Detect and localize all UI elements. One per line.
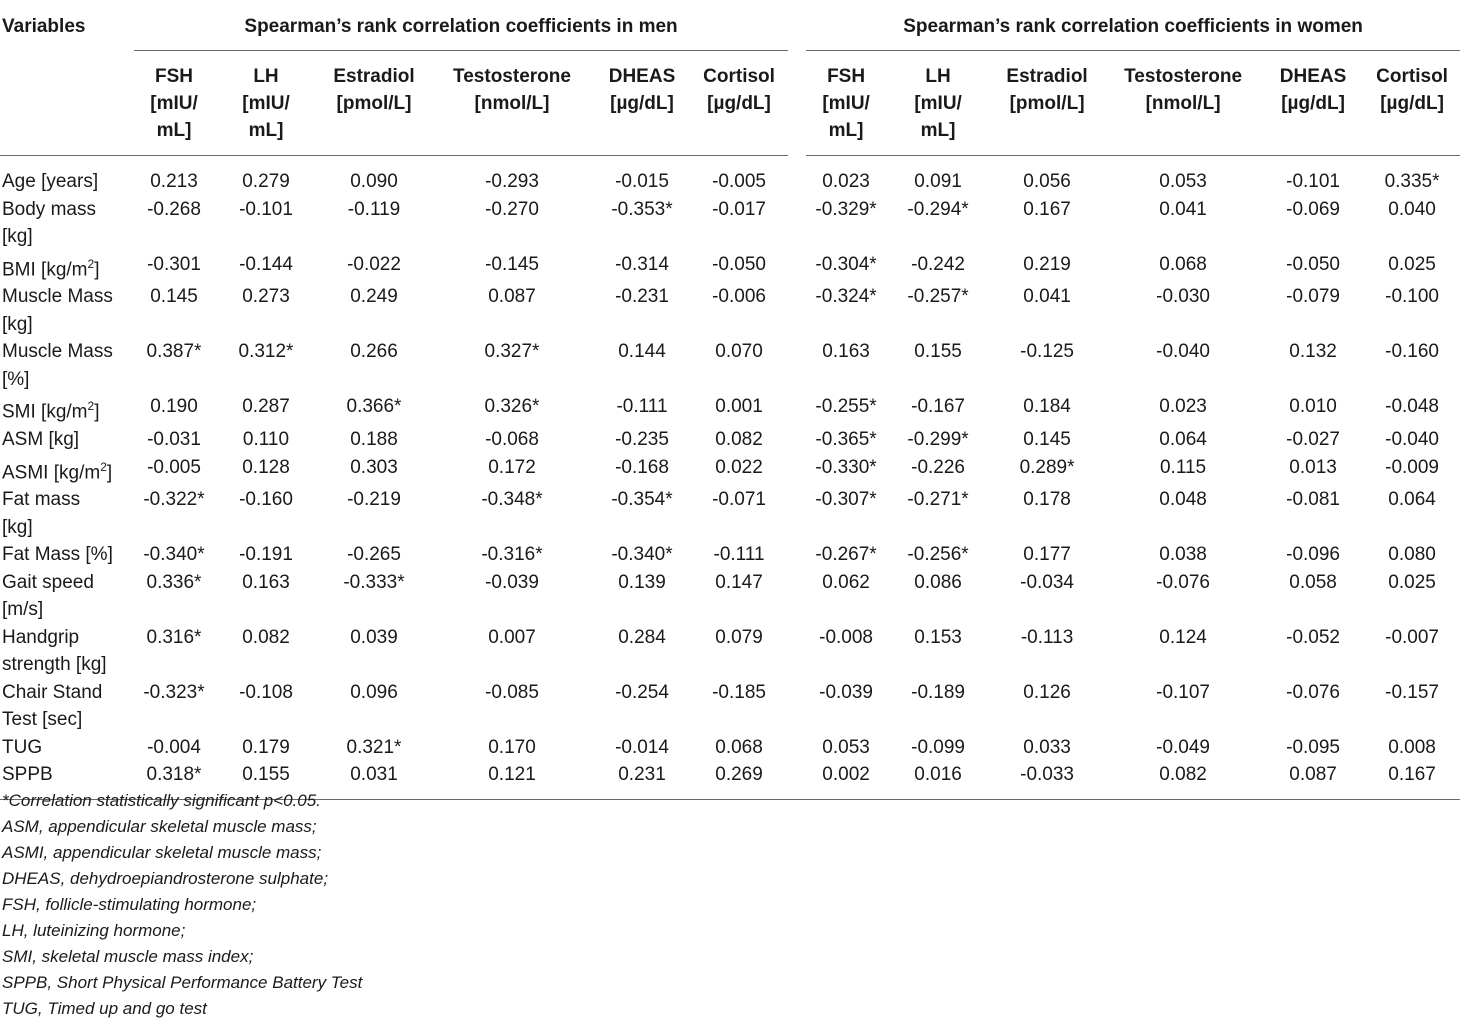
table-cell: 0.082 [715,429,763,451]
table-cell: -0.160 [1385,341,1439,363]
table-cell: -0.167 [911,396,965,418]
table-cell: -0.348* [481,489,543,511]
table-cell: -0.076 [1286,681,1340,703]
column-header-line: [µg/dL] [1281,93,1345,114]
column-header-line: [mIU/ [242,93,290,114]
column-header-line: Testosterone [1124,66,1243,87]
table-cell: 0.387* [146,341,202,363]
table-cell: 0.327* [484,341,540,363]
footnote-line: ASMI, appendicular skeletal muscle mass; [2,843,322,862]
table-cell: -0.096 [1286,544,1340,566]
table-cell: 0.336* [146,571,202,593]
table-cell: -0.265 [347,544,401,566]
footnote-line: DHEAS, dehydroepiandrosterone sulphate; [2,869,329,888]
table-cell: -0.030 [1156,286,1210,308]
table-cell: -0.006 [712,286,766,308]
table-row [0,251,1460,284]
table-cell: -0.354* [611,489,673,511]
table-cell: 0.115 [1159,456,1207,478]
column-header-women-4 [1262,51,1364,156]
table-cell: -0.157 [1385,681,1439,703]
table-cell: 0.128 [242,456,290,478]
table-cell: -0.226 [911,456,965,478]
table-cell: -0.189 [911,681,965,703]
header-gap [788,51,806,156]
table-cell: 0.172 [488,456,536,478]
table-cell: -0.294* [907,198,969,220]
column-header-men-4 [594,51,690,156]
table-cell: 0.170 [488,736,536,758]
gap-cell [788,283,806,338]
table-cell: 0.335* [1384,171,1440,192]
table-cell: 0.058 [1289,571,1337,593]
footnote-line: SPPB, Short Physical Performance Battery Test [2,973,363,992]
column-header-line: [µg/dL] [707,93,771,114]
column-header-men-0 [134,51,214,156]
table-cell: -0.293 [485,171,539,192]
table-cell: 0.318* [134,761,214,799]
column-header-men-1 [214,51,318,156]
gap-cell [788,486,806,541]
column-header-line: mL] [156,120,192,141]
table-cell: -0.008 [819,626,873,648]
table-cell: -0.353* [611,198,673,220]
table-cell: -0.324* [815,286,877,308]
table-cell: -0.027 [1286,429,1340,451]
table-cell: 0.091 [914,171,962,192]
column-header-women-3 [1104,51,1262,156]
table-cell: 0.087 [1262,761,1364,799]
group-gap [788,8,806,51]
row-label: Muscle Mass [%] [2,341,113,390]
column-header-women-1 [886,51,990,156]
table-cell: -0.330* [815,456,877,478]
table-cell: -0.034 [1020,571,1074,593]
table-cell: 0.001 [715,396,763,418]
column-header-line: mL] [828,120,864,141]
column-header-line: LH [253,66,279,87]
table-cell: 0.070 [715,341,763,363]
table-cell: -0.017 [712,198,766,220]
table-cell: -0.267* [815,544,877,566]
table-row [0,541,1460,569]
column-header-line: FSH [155,66,193,87]
table-cell: -0.033 [990,761,1104,799]
table-cell: -0.301 [147,253,201,275]
table-cell: -0.268 [147,198,201,220]
column-header-line: Cortisol [1376,66,1448,87]
table-cell: -0.323* [143,681,205,703]
table-cell: -0.081 [1286,489,1340,511]
column-header-line: Estradiol [333,66,415,87]
table-cell: 0.269 [690,761,788,799]
table-cell: 0.033 [1023,736,1071,758]
table-cell: 0.231 [594,761,690,799]
column-header-men-3 [430,51,594,156]
table-cell: 0.326* [484,396,540,418]
column-header-line: [µg/dL] [1380,93,1444,114]
table-cell: 0.287 [242,396,290,418]
table-row [0,283,1460,338]
table-cell: -0.329* [815,198,877,220]
table-cell: -0.254 [615,681,669,703]
column-header-line: Estradiol [1006,66,1088,87]
table-cell: -0.299* [907,429,969,451]
table-cell: 0.266 [350,341,398,363]
table-cell: -0.191 [239,544,293,566]
column-header-line: mL] [248,120,284,141]
table-cell: 0.167 [1364,761,1460,799]
table-cell: -0.005 [712,171,766,192]
table-cell: 0.139 [618,571,666,593]
table-cell: 0.366* [346,396,402,418]
table-cell: 0.023 [822,171,870,192]
column-header-line: FSH [827,66,866,87]
table-cell: -0.111 [616,396,668,418]
table-cell: 0.163 [822,341,870,363]
footnote-line: ASM, appendicular skeletal muscle mass; [2,817,317,836]
footnote-line: SMI, skeletal muscle mass index; [2,947,254,966]
table-cell: 0.064 [1388,489,1436,511]
table-cell: -0.111 [713,544,765,566]
table-cell: 0.147 [715,571,763,593]
table-cell: -0.144 [239,253,293,275]
row-label: Gait speed [m/s] [2,571,94,621]
table-cell: -0.022 [347,253,401,275]
table-cell: -0.304* [815,253,877,275]
table-cell: -0.340* [611,544,673,566]
table-cell: 0.145 [1023,429,1071,451]
table-cell: -0.052 [1286,626,1340,648]
table-cell: -0.322* [143,489,205,511]
table-cell: 0.082 [242,626,290,648]
table-cell: -0.095 [1286,736,1340,758]
men-group-header: Spearman’s rank correlation coefficients in men [134,8,788,51]
gap-cell [788,426,806,454]
table-cell: 0.008 [1388,736,1436,758]
gap-cell [788,156,806,196]
gap-cell [788,251,806,284]
table-cell: 0.121 [430,761,594,799]
table-cell: -0.005 [147,456,201,478]
table-row [0,679,1460,734]
column-header-line: Cortisol [703,66,775,87]
table-cell: 0.126 [1023,681,1071,703]
table-cell: -0.108 [239,681,293,703]
table-cell: 0.090 [350,171,398,192]
table-row [0,734,1460,762]
gap-cell [788,454,806,487]
column-header-line: mL] [920,120,956,141]
row-label: SMI $[kg/m^2]$ [2,399,100,423]
table-cell: -0.119 [347,198,401,220]
table-cell: 0.145 [150,286,198,308]
table-cell: 0.056 [1023,171,1071,192]
correlation-table [0,8,1460,800]
women-group-header: Spearman’s rank correlation coefficients in women [806,8,1460,51]
table-cell: 0.124 [1159,626,1207,648]
table-cell: 0.031 [318,761,430,799]
table-cell: -0.069 [1286,198,1340,220]
table-cell: -0.050 [712,253,766,275]
table-cell: 0.132 [1289,341,1337,363]
table-cell: -0.050 [1286,253,1340,275]
table-cell: -0.101 [239,198,293,220]
footnote-line: LH, luteinizing hormone; [2,921,186,940]
column-header-men-2 [318,51,430,156]
table-cell: -0.009 [1385,456,1439,478]
table-cell: -0.255* [815,396,877,418]
table-cell: 0.087 [488,286,536,308]
table-cell: 0.041 [1159,198,1207,220]
table-cell: 0.082 [1104,761,1262,799]
table-cell: -0.307* [815,489,877,511]
gap-cell [788,679,806,734]
table-cell: 0.188 [350,429,398,451]
column-header-line: DHEAS [1279,66,1347,87]
table-cell: 0.041 [1023,286,1071,308]
table-cell: 0.179 [242,736,290,758]
table-cell: -0.125 [1020,341,1074,363]
column-header-line: DHEAS [608,66,676,87]
row-label: Body mass [kg] [2,198,96,247]
table-cell: 0.155 [214,761,318,799]
table-cell: 0.013 [1289,456,1337,478]
table-cell: -0.068 [485,429,539,451]
table-cell: 0.053 [1159,171,1207,192]
column-header-line: LH [925,66,951,87]
row-label: Handgrip strength [kg] [2,626,107,676]
row-label: Chair Stand Test [sec] [2,681,103,731]
table-cell: -0.314 [615,253,669,275]
table-cell: -0.079 [1286,286,1340,308]
table-cell: 0.190 [150,396,198,418]
gap-cell [788,734,806,762]
column-header-line: [pmol/L] [336,93,412,114]
table-cell: -0.145 [485,253,539,275]
table-cell: 0.023 [1159,396,1207,418]
table-cell: 0.178 [1023,489,1071,511]
table-cell: 0.312* [238,341,294,363]
column-header-line: [µg/dL] [610,93,674,114]
table-cell: 0.110 [242,429,290,451]
table-cell: 0.303 [350,456,398,478]
table-cell: -0.168 [615,456,669,478]
table-cell: -0.100 [1385,286,1439,308]
row-label: ASM [kg] [2,429,80,451]
table-cell: -0.071 [712,489,766,511]
table-cell: -0.160 [239,489,293,511]
gap-cell [788,541,806,569]
table-cell: -0.333* [343,571,405,593]
row-label: Fat mass [kg] [2,489,81,538]
table-row [0,196,1460,251]
table-cell: 0.039 [350,626,398,648]
table-cell: -0.076 [1156,571,1210,593]
table-cell: 0.219 [1023,253,1071,275]
table-cell: 0.284 [618,626,666,648]
footnotes [2,788,362,1022]
table-cell: -0.040 [1156,341,1210,363]
column-header-line: [nmol/L] [474,93,550,114]
table-body [0,156,1460,800]
row-label: SPPB [0,761,134,799]
variables-header: Variables [0,8,134,156]
table-row [0,624,1460,679]
table-cell: 0.279 [242,171,290,192]
column-header-line: [mIU/ [822,93,870,114]
table-cell: 0.321* [346,736,402,758]
table-cell: 0.096 [350,681,398,703]
table-row [0,426,1460,454]
gap-cell [788,338,806,393]
row-label: Fat Mass [%] [2,544,113,566]
table-cell: 0.080 [1388,544,1436,566]
table-cell: -0.256* [907,544,969,566]
column-header-women-5 [1364,51,1460,156]
footnote-line: TUG, Timed up and go test [2,999,207,1018]
gap-cell [788,624,806,679]
table-cell: -0.219 [347,489,401,511]
table-cell: 0.163 [242,571,290,593]
table-cell: -0.113 [1020,626,1074,648]
table-cell: 0.316* [146,626,202,648]
table-row [0,338,1460,393]
column-header-line: Testosterone [453,66,571,87]
table-cell: -0.040 [1385,429,1439,451]
table-cell: -0.101 [1286,171,1340,192]
table-cell: 0.184 [1023,396,1071,418]
table-cell: 0.086 [914,571,962,593]
table-cell: -0.257* [907,286,969,308]
table-cell: 0.048 [1159,489,1207,511]
column-header-women-2 [990,51,1104,156]
column-header-row [0,51,1460,156]
table-cell: 0.038 [1159,544,1207,566]
table-cell: 0.167 [1023,198,1071,220]
table-cell: -0.365* [815,429,877,451]
column-header-men-5 [690,51,788,156]
table-cell: 0.289* [1019,456,1075,478]
table-row [0,454,1460,487]
table-cell: 0.007 [488,626,536,648]
column-header-line: [mIU/ [914,93,962,114]
table-cell: -0.015 [615,171,669,192]
table-cell: 0.022 [715,456,763,478]
table-cell: -0.271* [907,489,969,511]
table-cell: 0.177 [1023,544,1071,566]
table-cell: -0.099 [911,736,965,758]
group-header-row [0,8,1460,51]
table-cell: -0.231 [615,286,669,308]
column-header-line: [mIU/ [150,93,198,114]
gap-cell [788,393,806,426]
footnote-line: *Correlation statistically significant p<0.05. [2,791,321,810]
table-cell: 0.079 [715,626,763,648]
table-cell: -0.242 [911,253,965,275]
table-row [0,156,1460,196]
table-cell: 0.273 [242,286,290,308]
table-cell: -0.014 [615,736,669,758]
table-cell: -0.039 [819,681,873,703]
row-label: Muscle Mass [kg] [2,286,113,335]
table-cell: -0.316* [481,544,543,566]
table-cell: 0.144 [618,341,666,363]
table-cell: 0.016 [886,761,990,799]
table-cell: -0.049 [1156,736,1210,758]
table-cell: 0.153 [914,626,962,648]
table-row [0,486,1460,541]
gap-cell [788,569,806,624]
table-cell: 0.213 [150,171,198,192]
footnote-line: FSH, follicle-stimulating hormone; [2,895,257,914]
row-label: TUG [2,736,43,758]
table-cell: 0.155 [914,341,962,363]
table-cell: -0.235 [615,429,669,451]
column-header-line: [pmol/L] [1009,93,1085,114]
table-cell: 0.068 [715,736,763,758]
gap-cell [788,761,806,799]
column-header-women-0 [806,51,886,156]
table-cell: -0.270 [485,198,539,220]
table-cell: 0.062 [822,571,870,593]
table-cell: -0.031 [147,429,201,451]
table-cell: 0.249 [350,286,398,308]
table-cell: -0.039 [485,571,539,593]
table-cell: 0.025 [1388,571,1436,593]
table-cell: 0.010 [1289,396,1337,418]
row-label: ASMI $[kg/m^2]$ [2,459,113,483]
table-row [0,569,1460,624]
column-header-line: [nmol/L] [1145,93,1221,114]
table-cell: 0.053 [822,736,870,758]
table-cell: -0.107 [1156,681,1210,703]
table-cell: 0.040 [1388,198,1436,220]
table-cell: -0.185 [712,681,766,703]
table-cell: -0.007 [1385,626,1439,648]
table-row [0,393,1460,426]
table-cell: 0.068 [1159,253,1207,275]
table-cell: -0.048 [1385,396,1439,418]
table-cell: -0.085 [485,681,539,703]
gap-cell [788,196,806,251]
table-cell: 0.002 [806,761,886,799]
table-cell: -0.004 [147,736,201,758]
row-label: Age [years] [2,171,99,192]
table-cell: -0.340* [143,544,205,566]
table-cell: 0.025 [1388,253,1436,275]
table-cell: 0.064 [1159,429,1207,451]
row-label: BMI $[kg/m^2]$ [2,256,100,280]
